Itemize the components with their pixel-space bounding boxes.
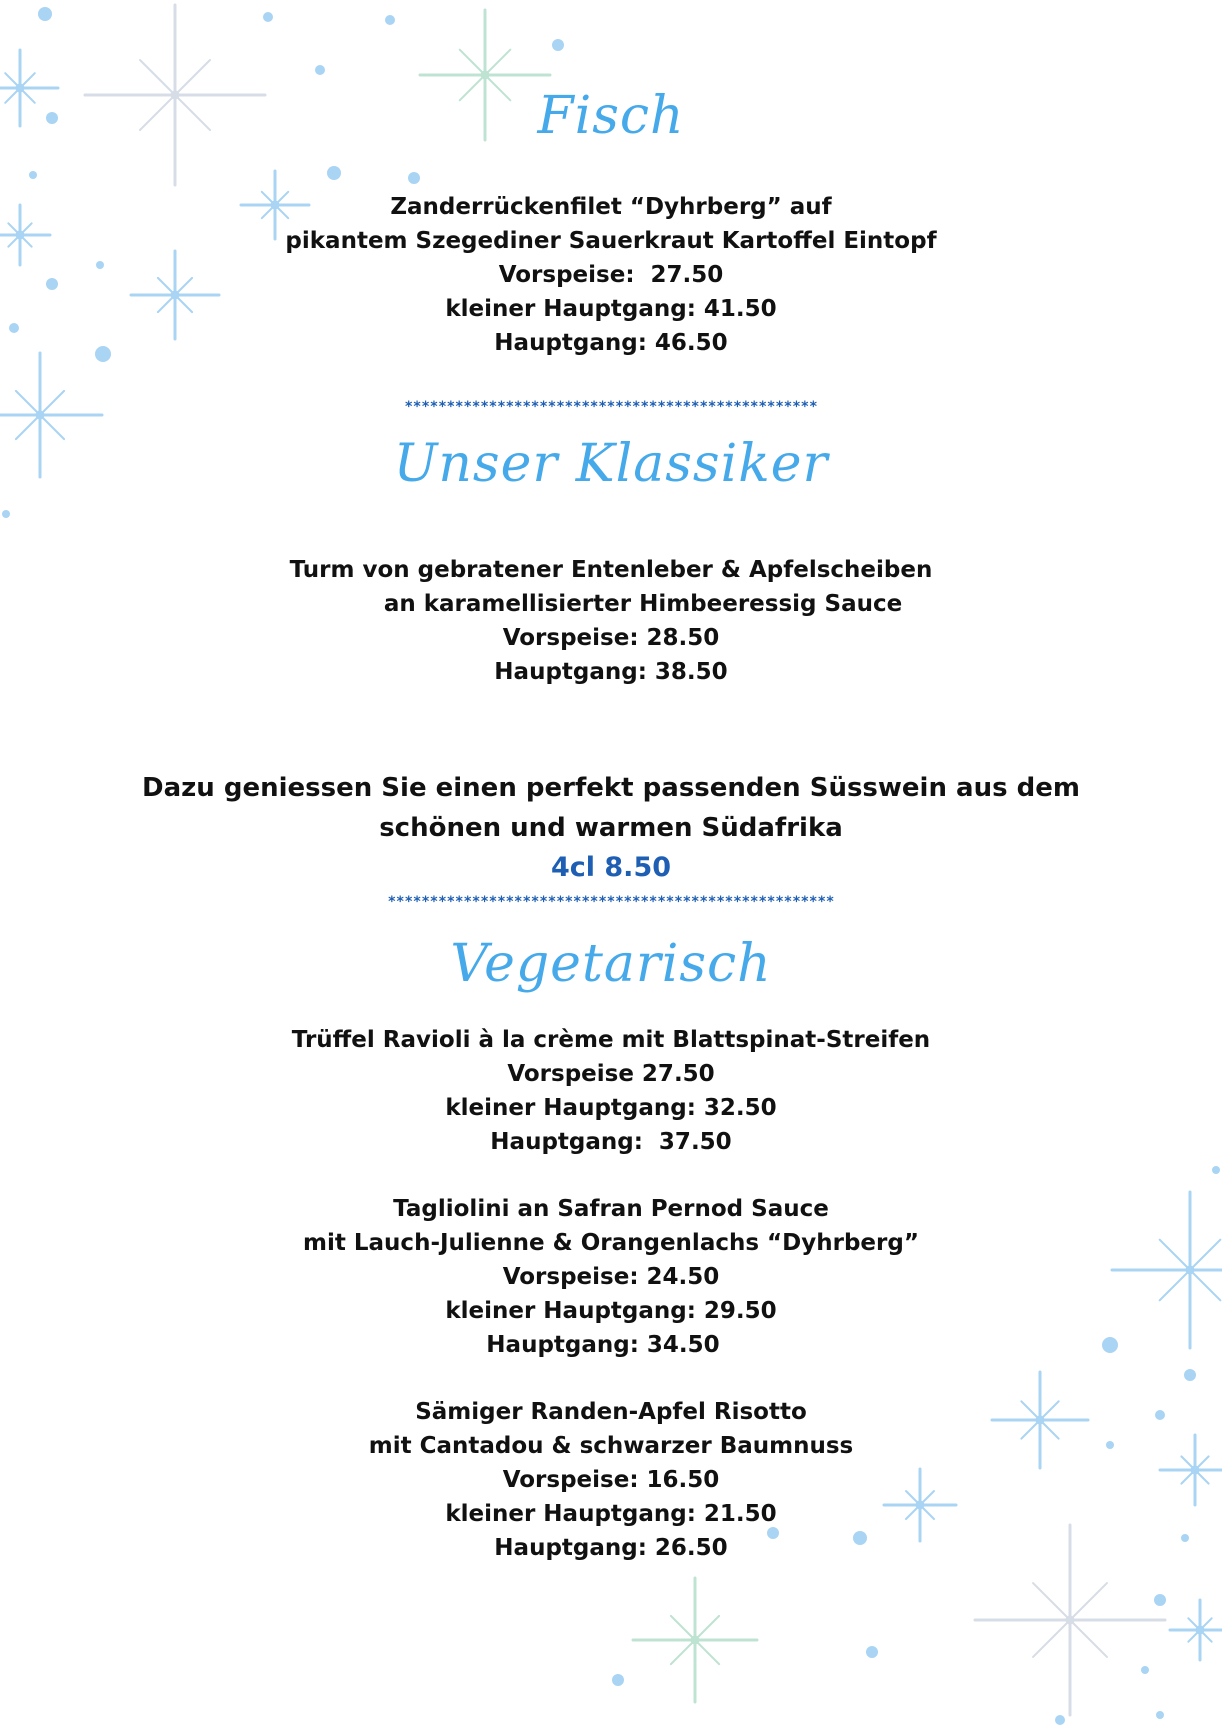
section-title-klassiker: Unser Klassiker [393,434,829,494]
wine-line: schönen und warmen Südafrika [379,813,843,843]
wine-line: Dazu geniessen Sie einen perfekt passenden Süsswein aus dem [142,773,1080,803]
star-divider: ************************************************* [404,399,818,415]
dish-entenleber [0,553,1222,689]
dish-risotto [0,1395,1222,1565]
dish-line: pikantem Szegediner Sauerkraut Kartoffel Eintopf [285,228,937,254]
price-line: Vorspeise: 27.50 [498,262,724,288]
dish-line: mit Lauch-Julienne & Orangenlachs “Dyhrberg” [303,1230,919,1256]
dish-trueffel-ravioli [0,1023,1222,1159]
price-line: kleiner Hauptgang: 29.50 [445,1298,777,1324]
price-line: Vorspeise: 16.50 [502,1467,720,1493]
wine-recommendation [0,768,1222,848]
section-title-vegetarisch: Vegetarisch [450,934,772,994]
section-title-fisch: Fisch [537,86,685,146]
price-line: Vorspeise: 24.50 [502,1264,720,1290]
price-line: Vorspeise: 28.50 [502,625,720,651]
price-line: kleiner Hauptgang: 32.50 [445,1095,777,1121]
price-line: Vorspeise 27.50 [507,1061,715,1087]
dish-tagliolini [0,1192,1222,1362]
price-line: kleiner Hauptgang: 41.50 [445,296,777,322]
star-divider: ***************************************************** [387,894,835,910]
price-line: Hauptgang: 46.50 [494,330,728,356]
dish-line: an karamellisierter Himbeeressig Sauce [319,591,903,617]
dish-line: Zanderrückenfilet “Dyhrberg” auf [390,194,832,220]
price-line: Hauptgang: 26.50 [494,1535,728,1561]
price-line: Hauptgang: 38.50 [494,659,728,685]
dish-line: mit Cantadou & schwarzer Baumnuss [368,1433,854,1459]
dish-zanderfilet [0,190,1222,360]
price-line: Hauptgang: 37.50 [490,1129,732,1155]
dish-line: Trüffel Ravioli à la crème mit Blattspinat-Streifen [291,1027,931,1053]
dish-line: Turm von gebratener Entenleber & Apfelscheiben [289,557,933,583]
wine-price: 4cl 8.50 [550,852,672,883]
dish-line: Sämiger Randen-Apfel Risotto [415,1399,807,1425]
price-line: Hauptgang: 34.50 [486,1332,736,1358]
price-line: kleiner Hauptgang: 21.50 [445,1501,777,1527]
dish-line: Tagliolini an Safran Pernod Sauce [393,1196,829,1222]
